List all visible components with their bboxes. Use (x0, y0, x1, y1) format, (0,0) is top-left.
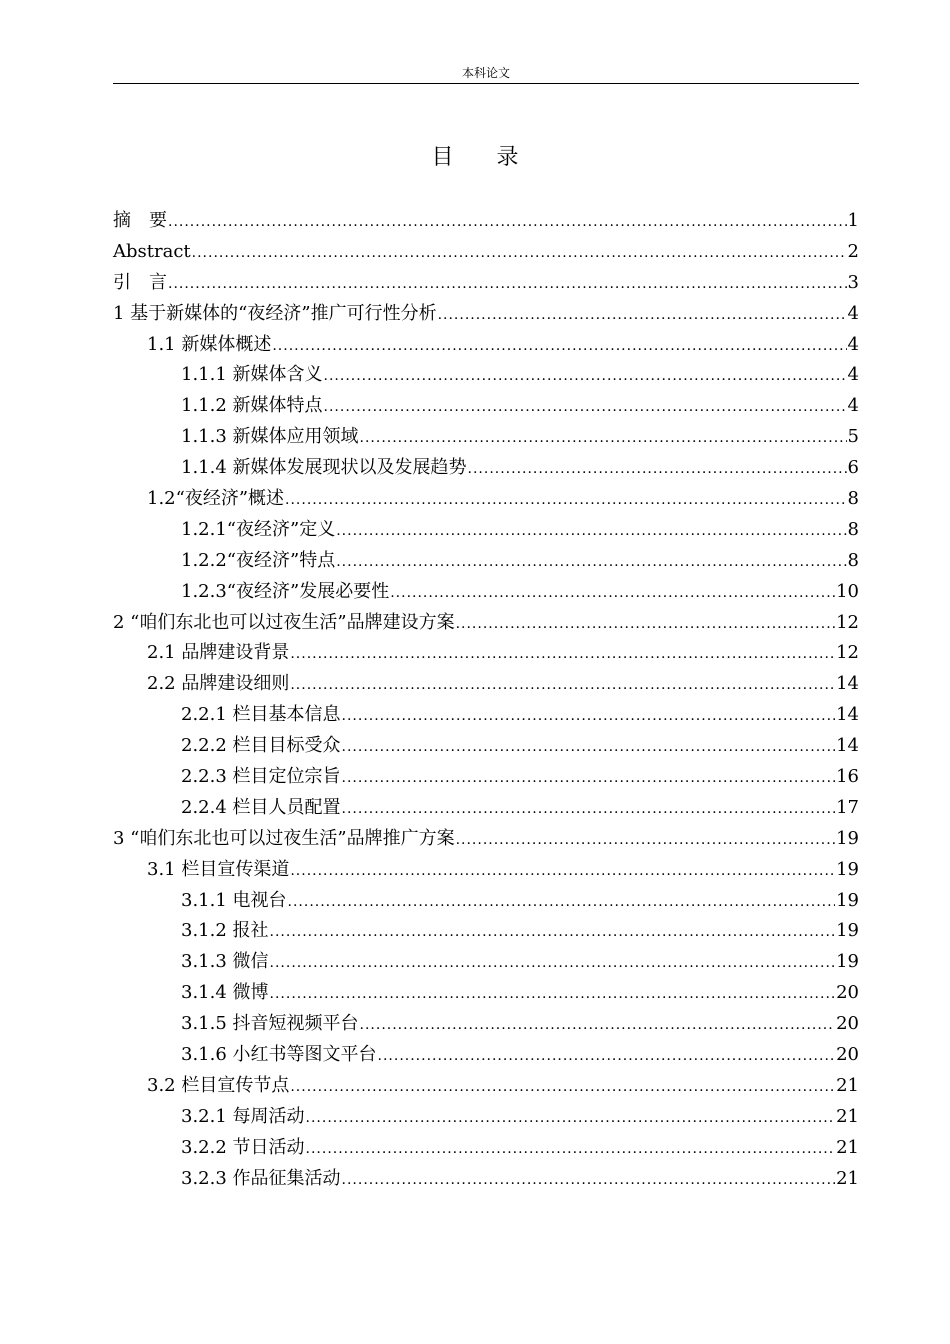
toc-entry-page-number: 16 (836, 766, 859, 788)
toc-entry-label: 1.1.2 新媒体特点 (181, 395, 323, 417)
toc-entry-label: 1.2.2“夜经济”特点 (181, 549, 336, 571)
toc-entry-label: 摘 要 (113, 210, 167, 231)
toc-leader-dots (290, 856, 835, 887)
toc-entry-label: 1.2.1“夜经济”定义 (181, 518, 336, 540)
toc-entry[interactable] (113, 978, 859, 1009)
toc-leader-dots (390, 578, 835, 609)
toc-leader-dots (168, 207, 847, 238)
toc-leader-dots (306, 1134, 836, 1165)
toc-entry-label: Abstract (113, 240, 191, 262)
toc-entry-page-number: 17 (836, 796, 859, 818)
toc-leader-dots (456, 609, 836, 640)
toc-leader-dots (342, 763, 836, 794)
toc-entry[interactable] (113, 206, 859, 237)
toc-entry[interactable] (113, 546, 859, 577)
toc-entry-page-number: 12 (836, 642, 859, 664)
toc-entry[interactable] (113, 947, 859, 978)
toc-entry[interactable] (113, 422, 859, 453)
toc-entry-page-number: 19 (836, 951, 859, 973)
toc-entry-label: 2.2 品牌建设细则 (147, 673, 290, 695)
toc-leader-dots (290, 1072, 835, 1103)
toc-entry[interactable] (113, 916, 859, 947)
toc-entry-label: 3.1.1 电视台 (181, 889, 287, 911)
toc-leader-dots (456, 825, 836, 856)
toc-entry-page-number: 8 (847, 549, 859, 571)
table-of-contents (113, 206, 859, 1195)
toc-entry-label: 3.1.3 微信 (181, 951, 269, 973)
toc-entry-label: 3.1 栏目宣传渠道 (147, 858, 290, 880)
toc-entry-label: 引 言 (113, 271, 167, 293)
toc-entry-page-number: 19 (836, 889, 859, 911)
toc-entry[interactable] (113, 577, 859, 608)
toc-entry-label: 3.1.5 抖音短视频平台 (181, 1013, 359, 1035)
toc-entry[interactable] (113, 299, 859, 330)
toc-entry[interactable] (113, 638, 859, 669)
toc-entry-label: 3.2.1 每周活动 (181, 1105, 305, 1127)
toc-entry-page-number: 5 (847, 426, 859, 448)
toc-entry-label: 3.1.2 报社 (181, 920, 269, 942)
toc-leader-dots (290, 670, 835, 701)
toc-leader-dots (342, 732, 836, 763)
toc-entry[interactable] (113, 855, 859, 886)
toc-entry-page-number: 8 (847, 518, 859, 540)
toc-leader-dots (290, 639, 835, 670)
toc-entry-label: 2.1 品牌建设背景 (147, 642, 290, 664)
toc-leader-dots (324, 361, 847, 392)
toc-entry-page-number: 4 (847, 364, 859, 386)
toc-entry[interactable] (113, 1040, 859, 1071)
toc-entry-label: 3.2.3 作品征集活动 (181, 1167, 341, 1189)
toc-entry[interactable] (113, 391, 859, 422)
toc-entry-label: 3 “咱们东北也可以过夜生活”品牌推广方案 (113, 827, 455, 849)
toc-entry-label: 3.2 栏目宣传节点 (147, 1074, 290, 1096)
toc-entry[interactable] (113, 330, 859, 361)
toc-entry[interactable] (113, 1071, 859, 1102)
toc-leader-dots (342, 1165, 836, 1196)
toc-leader-dots (168, 269, 847, 300)
toc-entry[interactable] (113, 731, 859, 762)
toc-entry-label: 1 基于新媒体的“夜经济”推广可行性分析 (113, 302, 437, 324)
running-header: 本科论文 (461, 66, 510, 80)
toc-entry-page-number: 21 (836, 1167, 859, 1189)
toc-entry-page-number: 20 (836, 982, 859, 1004)
toc-leader-dots (360, 423, 847, 454)
toc-leader-dots (468, 454, 847, 485)
toc-entry-page-number: 20 (836, 1013, 859, 1035)
header-rule (113, 83, 859, 84)
toc-leader-dots (306, 1103, 836, 1134)
toc-entry-page-number: 4 (847, 333, 859, 355)
toc-entry[interactable] (113, 824, 859, 855)
toc-entry[interactable] (113, 1102, 859, 1133)
toc-entry-label: 2 “咱们东北也可以过夜生活”品牌建设方案 (113, 611, 455, 633)
toc-entry-page-number: 8 (847, 488, 859, 510)
toc-leader-dots (336, 547, 846, 578)
toc-entry-label: 3.1.4 微博 (181, 982, 269, 1004)
toc-entry[interactable] (113, 793, 859, 824)
toc-entry[interactable] (113, 669, 859, 700)
toc-leader-dots (270, 917, 836, 948)
toc-entry-page-number: 21 (836, 1136, 859, 1158)
toc-entry-label: 3.2.2 节日活动 (181, 1136, 305, 1158)
toc-entry-page-number: 14 (836, 704, 859, 726)
toc-entry-page-number: 19 (836, 920, 859, 942)
toc-leader-dots (270, 948, 836, 979)
toc-leader-dots (342, 794, 836, 825)
toc-leader-dots (270, 979, 836, 1010)
toc-entry[interactable] (113, 700, 859, 731)
toc-leader-dots (192, 238, 847, 269)
toc-leader-dots (288, 887, 836, 918)
toc-leader-dots (336, 516, 846, 547)
toc-entry-label: 1.1.3 新媒体应用领域 (181, 426, 359, 448)
toc-entry-label: 2.2.2 栏目目标受众 (181, 735, 341, 757)
toc-entry-page-number: 14 (836, 735, 859, 757)
toc-entry-label: 2.2.4 栏目人员配置 (181, 796, 341, 818)
toc-entry-page-number: 14 (836, 673, 859, 695)
toc-entry-page-number: 4 (847, 302, 859, 324)
toc-entry-label: 1.1.4 新媒体发展现状以及发展趋势 (181, 457, 467, 479)
toc-entry-page-number: 10 (836, 580, 859, 602)
toc-entry-page-number: 19 (836, 858, 859, 880)
toc-entry[interactable] (113, 453, 859, 484)
toc-entry-page-number: 19 (836, 827, 859, 849)
toc-entry-label: 1.2“夜经济”概述 (147, 488, 285, 510)
toc-entry[interactable] (113, 237, 859, 268)
toc-leader-dots (438, 300, 847, 331)
toc-entry-page-number: 2 (847, 240, 859, 262)
toc-entry[interactable] (113, 1164, 859, 1195)
toc-entry[interactable] (113, 515, 859, 546)
toc-leader-dots (342, 701, 836, 732)
toc-entry[interactable] (113, 484, 859, 515)
toc-entry[interactable] (113, 886, 859, 917)
toc-entry-label: 2.2.1 栏目基本信息 (181, 704, 341, 726)
toc-leader-dots (272, 331, 846, 362)
toc-entry-label: 3.1.6 小红书等图文平台 (181, 1044, 377, 1066)
toc-leader-dots (285, 485, 847, 516)
toc-entry-page-number: 21 (836, 1074, 859, 1096)
toc-entry-label: 1.1 新媒体概述 (147, 333, 272, 355)
toc-title: 目 录 (431, 145, 537, 170)
toc-entry[interactable] (113, 608, 859, 639)
toc-entry[interactable] (113, 1009, 859, 1040)
toc-entry-label: 1.2.3“夜经济”发展必要性 (181, 580, 390, 602)
toc-entry[interactable] (113, 268, 859, 299)
toc-entry-page-number: 4 (847, 395, 859, 417)
toc-entry[interactable] (113, 762, 859, 793)
toc-entry-page-number: 21 (836, 1105, 859, 1127)
toc-leader-dots (360, 1010, 836, 1041)
toc-leader-dots (378, 1041, 836, 1072)
toc-entry-label: 2.2.3 栏目定位宗旨 (181, 766, 341, 788)
toc-entry[interactable] (113, 360, 859, 391)
toc-entry-page-number: 1 (847, 210, 859, 231)
toc-entry-page-number: 3 (847, 271, 859, 293)
toc-entry-label: 1.1.1 新媒体含义 (181, 364, 323, 386)
toc-entry-page-number: 20 (836, 1044, 859, 1066)
toc-entry[interactable] (113, 1133, 859, 1164)
toc-entry-page-number: 6 (847, 457, 859, 479)
toc-entry-page-number: 12 (836, 611, 859, 633)
toc-leader-dots (324, 392, 847, 423)
